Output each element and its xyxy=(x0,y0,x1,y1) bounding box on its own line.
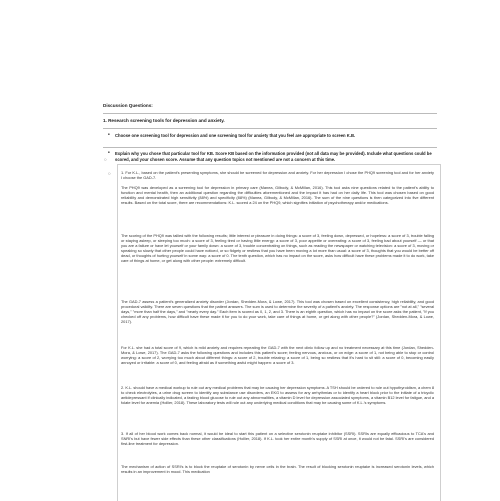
divider xyxy=(103,147,437,148)
discussion-heading: Discussion Questions: xyxy=(103,103,153,108)
bullet-icon: • xyxy=(108,132,110,138)
answer-paragraph: 3. If all of her blood work comes back normal, it would be ideal to start this patient on a selective serotonin reuptake inhibitor (SSRI). SSRIs are equally efficacious to TCA's and SNRI's but have fewer side effects than these other classifications (Hollier, 2018). If K.L. took her entire month's supply of SSRI at once, it would not be fatal. SSRI's are considered first-line treatment for depression. xyxy=(121,431,434,447)
bullet-icon: • xyxy=(108,150,110,156)
answer-paragraph: The scoring of the PHQ9 was tallied with the following results; little interest or pleasure in doing things: a score of 3, feeling down, depressed, or hopeless: a score of 3, trouble falling or staying asleep, or sleeping too much: a score of 3, feeling tired or having little energy: a score of 3, poor appetite or overeating: a score of 3, feeling bad about yourself — or that you are a failure or have let yourself or your family down: a score of 3, trouble concentrating on things, such as reading the newspaper or watching television: a score of 3, moving or speaking so slowly that other people could have noticed, or so fidgety or restless that you have been moving a lot more than usual: a score of 3, thoughts that you would be better off dead, or thoughts of hurting yourself in some way: a score of 0. The tenth question, which has no impact on the score, asks how difficult have these problems made it to do work, take care of things at home, or get along with other people: extremely difficult. xyxy=(121,233,434,264)
divider xyxy=(103,113,437,114)
bullet-item xyxy=(108,132,435,139)
answer-paragraph: The PHQ9 was developed as a screening tool for depression in primary care (Manea, Gilbody, & McMillan, 2016). This tool asks nine questions related to the patient's ability to function and mental health, then an additional question regarding the difficulties aforementioned and the impact it has had on her daily life. This tool was chosen based on good reliability and demonstrated high sensitivity (88%) and specificity (88%) (Manea, Gilbody, & McMillan, 2016). The sum of the nine questions is then categorized into five different results. Based on the total score, there are recommendations: K.L. scored a 24 on the PHQ9, which signifies initiation of psychotherapy and/or medications. xyxy=(121,185,434,206)
question-item-1: 1. Research screening tools for depression and anxiety. xyxy=(103,118,225,123)
answer-paragraph: The mechanism of action of SSRI's is to block the reuptake of serotonin by nerve cells in the brain. The result of blocking serotonin reuptake is increased serotonin levels, which results in an improvement in mood. This medication xyxy=(121,464,434,475)
bullet-text: Choose one screening tool for depression and one screening tool for anxiety that you feel are appropriate to screen K.B. xyxy=(115,133,356,138)
bullet-text: Explain why you chose that particular tool for KB. Score KB based on the information provided (not all data may be provided). Include what questions could be scored, and your chosen score. Assume that any question topics not mentioned are not a concern at this time. xyxy=(115,151,432,162)
answer-paragraph: 2. K.L. should have a medical workup to rule out any medical problems that may be causing her depression symptoms. A TSH should be ordered to rule out hypothyroidism, a chem 8 to check electrolytes, a urine drug screen to identify any substance use disorders, an EKG to assess for any arrhythmias or to identify a heart block prior to the initiate of a tricyclic antidepressant if clinically indicated, a fasting blood glucose to rule out any abnormalities, a vitamin D level for depression associated symptoms, a vitamin B12 level for fatigue, and a folate level for anemia (Hollier, 2018). These laboratory tests will rule out any underlying medical conditions that may be causing some of K.L.'s symptoms. xyxy=(121,385,434,406)
bullet-item xyxy=(108,150,435,162)
answer-paragraph: 1. For K.L., based on the patient's presenting symptoms, she should be screened for depression and anxiety. For her depression I chose the PHQ9 screening tool and for her anxiety I choose the GAD-7. xyxy=(121,170,434,181)
answer-paragraph: For K.L. she had a total score of 9, which is mild anxiety and requires repeating the GAD-7 with the next clinic follow up and no treatment necessary at this time (Jordan, Shedden-Mora, & Lowe, 2017). The GAD-7 asks the following questions and includes this patient's score; feeling nervous, anxious, or on edge: a score of 1, not being able to stop or control worrying: a score of 2, worrying too much about different things: a score of 2, trouble relaxing: a score of 1, being so restless that it's hard to sit still: a score of 0, becoming easily annoyed or irritable: a score of 0, and feeling afraid as if something awful might happen: a score of 3. xyxy=(121,345,434,366)
divider xyxy=(103,128,437,129)
answer-paragraph: The GAD-7 assess a patient's generalized anxiety disorder (Jordan, Shedden-Mora, & Lowe, 2017). This tool was chosen based on excellent consistency, high reliability, and good procedural validity. There are seven questions that the patient answers. The sum is used to determine the severity of a patient's anxiety. The response options are "not at all," "several days," "more than half the days," and "nearly every day." Each item is scored as 0, 1, 2, and 3. There is an eighth question, which has no impact on the score asks the patient, "If you checked off any problems, how difficult have these made it for you to do your work, take care of things at home, or get along with other people?" (Jordan, Shedden-Mora, & Lowe, 2017). xyxy=(121,299,434,325)
circle-marker-icon: ○ xyxy=(104,157,107,162)
circle-marker-icon: ○ xyxy=(108,171,111,176)
